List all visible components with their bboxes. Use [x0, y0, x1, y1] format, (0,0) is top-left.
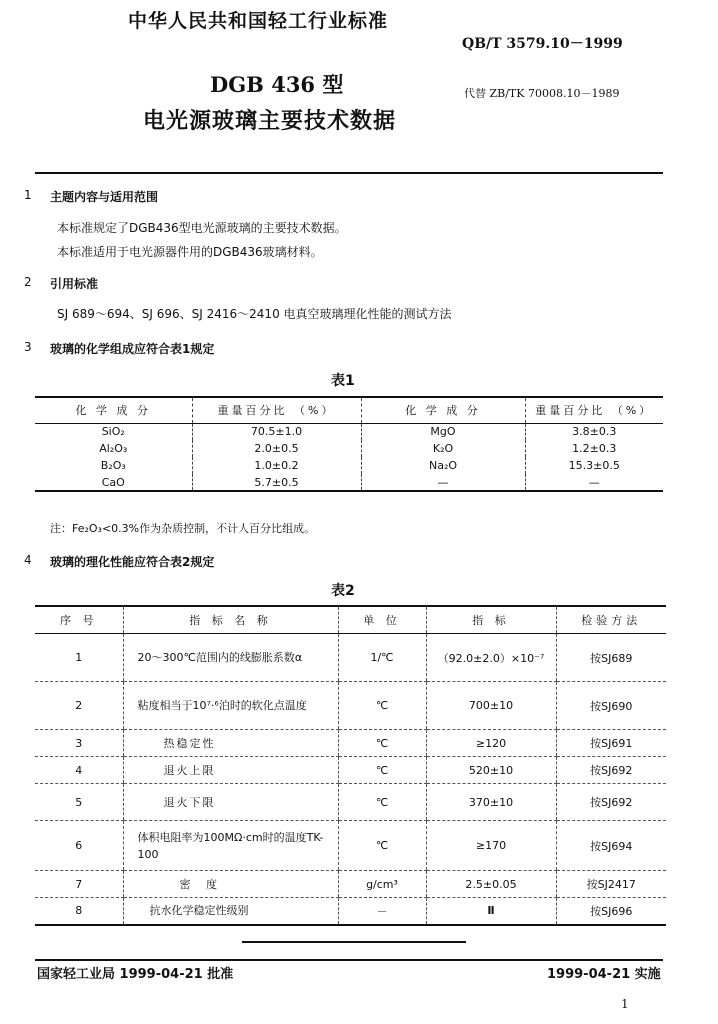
table-1-cell: 2.0±0.5: [192, 440, 361, 457]
standard-number: QB/T 3579.10－1999: [462, 36, 623, 52]
table-1-cell: B₂O₃: [100, 459, 126, 472]
section-2-title: 引用标准: [50, 277, 99, 291]
table-2-cell: 3: [35, 730, 123, 757]
table-1-header-cell: 化 学 成 分: [35, 397, 192, 423]
table-1-cell: 70.5±1.0: [192, 423, 361, 440]
table-1-cell: MgO: [361, 423, 525, 440]
table-2-cell: 按SJ691: [556, 730, 666, 757]
table-2-cell: 粘度相当于10⁷·⁶泊时的软化点温度: [123, 682, 338, 730]
table-2-header-cell: 单 位: [338, 606, 426, 634]
section-1-paragraph-2: 本标准适用于电光源器件用的DGB436玻璃材料。: [57, 245, 323, 259]
code-title: DGB 436 型: [210, 72, 344, 97]
table-2-cell: ℃: [338, 730, 426, 757]
table-1-row: [35, 423, 663, 440]
effective-date-text: 1999-04-21 实施: [547, 967, 661, 982]
table-2-row: [35, 634, 666, 682]
table-1-header-row: [35, 397, 663, 423]
table-2: [35, 605, 666, 926]
table-2-cell: 370±10: [426, 784, 556, 821]
table-2-row: [35, 757, 666, 784]
table-2-cell: 按SJ689: [556, 634, 666, 682]
table-2-cell: 按SJ690: [556, 682, 666, 730]
section-3-title: 玻璃的化学组成应符合表1规定: [50, 342, 215, 356]
table-1-cell: K₂O: [361, 440, 525, 457]
table-2-header-cell: 指 标 名 称: [123, 606, 338, 634]
section-1-paragraph-1: 本标准规定了DGB436型电光源玻璃的主要技术数据。: [57, 221, 347, 235]
end-rule: [242, 941, 466, 943]
section-3-number: 3: [24, 340, 32, 354]
table-2-cell: 体积电阻率为100MΩ·cm时的温度TK-100: [123, 821, 338, 871]
table-2-header-cell: 检验方法: [556, 606, 666, 634]
table-2-cell: －: [338, 898, 426, 925]
table-2-cell: 按SJ2417: [556, 871, 666, 898]
header-rule: [35, 172, 663, 174]
section-1-number: 1: [24, 188, 32, 202]
table-2-row: [35, 682, 666, 730]
table-1-header-cell: 重量百分比 （%）: [525, 397, 663, 423]
table-1-cell: 15.3±0.5: [525, 457, 663, 474]
table-2-cell: 按SJ692: [556, 757, 666, 784]
table-1-cell: —: [361, 474, 525, 491]
table-2-cell: 5: [35, 784, 123, 821]
table-1-cell: SiO₂: [101, 425, 125, 439]
table-1: [35, 396, 663, 492]
table-1-cell: Al₂O₃: [99, 442, 128, 455]
table-1-cell: 3.8±0.3: [525, 423, 663, 440]
page-number: 1: [621, 997, 629, 1011]
table-2-header-cell: 指 标: [426, 606, 556, 634]
section-2-paragraph: SJ 689～694、SJ 696、SJ 2416～2410 电真空玻璃理化性能的测试方法: [57, 307, 452, 321]
table-2-cell: 抗水化学稳定性级别: [123, 898, 338, 925]
table-1-cell: 1.2±0.3: [525, 440, 663, 457]
section-4-number: 4: [24, 553, 32, 567]
replaces-note: 代替 ZB/TK 70008.10－1989: [464, 87, 620, 100]
table-2-row: [35, 821, 666, 871]
table-2-cell: 20～300℃范围内的线膨胀系数α: [123, 634, 338, 682]
table-2-cell: 700±10: [426, 682, 556, 730]
table-2-cell: 按SJ692: [556, 784, 666, 821]
table-1-cell: CaO: [35, 474, 192, 491]
table-1-header-cell: 化 学 成 分: [361, 397, 525, 423]
table-1-row: [35, 457, 663, 474]
table-1-cell: 1.0±0.2: [192, 457, 361, 474]
table-2-header-cell: 序 号: [35, 606, 123, 634]
table-2-cell: g/cm³: [338, 871, 426, 898]
table-2-cell: ℃: [338, 682, 426, 730]
table-2-cell: Ⅱ: [426, 898, 556, 925]
table-2-cell: 退火上限: [123, 757, 338, 784]
section-1-title: 主题内容与适用范围: [50, 190, 159, 204]
table-2-cell: 520±10: [426, 757, 556, 784]
table-2-cell: 2.5±0.05: [426, 871, 556, 898]
table-2-cell: 6: [35, 821, 123, 871]
table-1-row: [35, 440, 663, 457]
table-2-cell: （92.0±2.0）×10⁻⁷: [426, 634, 556, 682]
table-2-cell: 按SJ696: [556, 898, 666, 925]
table-2-row: [35, 784, 666, 821]
table-2-header-row: [35, 606, 666, 634]
table-2-cell: ℃: [338, 757, 426, 784]
table-2-cell: ≥170: [426, 821, 556, 871]
table-2-cell: ℃: [338, 784, 426, 821]
table-1-cell: Na₂O: [361, 457, 525, 474]
table-1-cell: —: [525, 474, 663, 491]
table-2-cell: 2: [35, 682, 123, 730]
table-1-row: [35, 474, 663, 491]
table-2-row: [35, 730, 666, 757]
table-2-cell: 密 度: [123, 871, 338, 898]
table-2-caption: 表2: [331, 583, 355, 599]
section-2-number: 2: [24, 275, 32, 289]
table-2-row: [35, 898, 666, 925]
table-2-cell: 热稳定性: [123, 730, 338, 757]
table-2-cell: 按SJ694: [556, 821, 666, 871]
table-2-cell: 4: [35, 757, 123, 784]
footer-rule: [35, 959, 663, 961]
table-1-caption: 表1: [331, 373, 355, 389]
table-2-cell: 8: [35, 898, 123, 925]
main-title: 电光源玻璃主要技术数据: [143, 109, 397, 134]
section-4-title: 玻璃的理化性能应符合表2规定: [50, 555, 215, 569]
table-2-cell: 7: [35, 871, 123, 898]
table-2-cell: 1: [35, 634, 123, 682]
org-title: 中华人民共和国轻工行业标准: [128, 10, 389, 32]
table-2-cell: ≥120: [426, 730, 556, 757]
table-2-cell: 退火下限: [123, 784, 338, 821]
approval-text: 国家轻工业局 1999-04-21 批准: [37, 967, 234, 982]
table-1-cell: 5.7±0.5: [192, 474, 361, 491]
table-2-cell: 1/℃: [338, 634, 426, 682]
table-1-note: 注：Fe₂O₃<0.3%作为杂质控制，不计人百分比组成。: [50, 522, 316, 535]
table-2-cell: ℃: [338, 821, 426, 871]
table-2-row: [35, 871, 666, 898]
table-1-header-cell: 重量百分比 （%）: [192, 397, 361, 423]
